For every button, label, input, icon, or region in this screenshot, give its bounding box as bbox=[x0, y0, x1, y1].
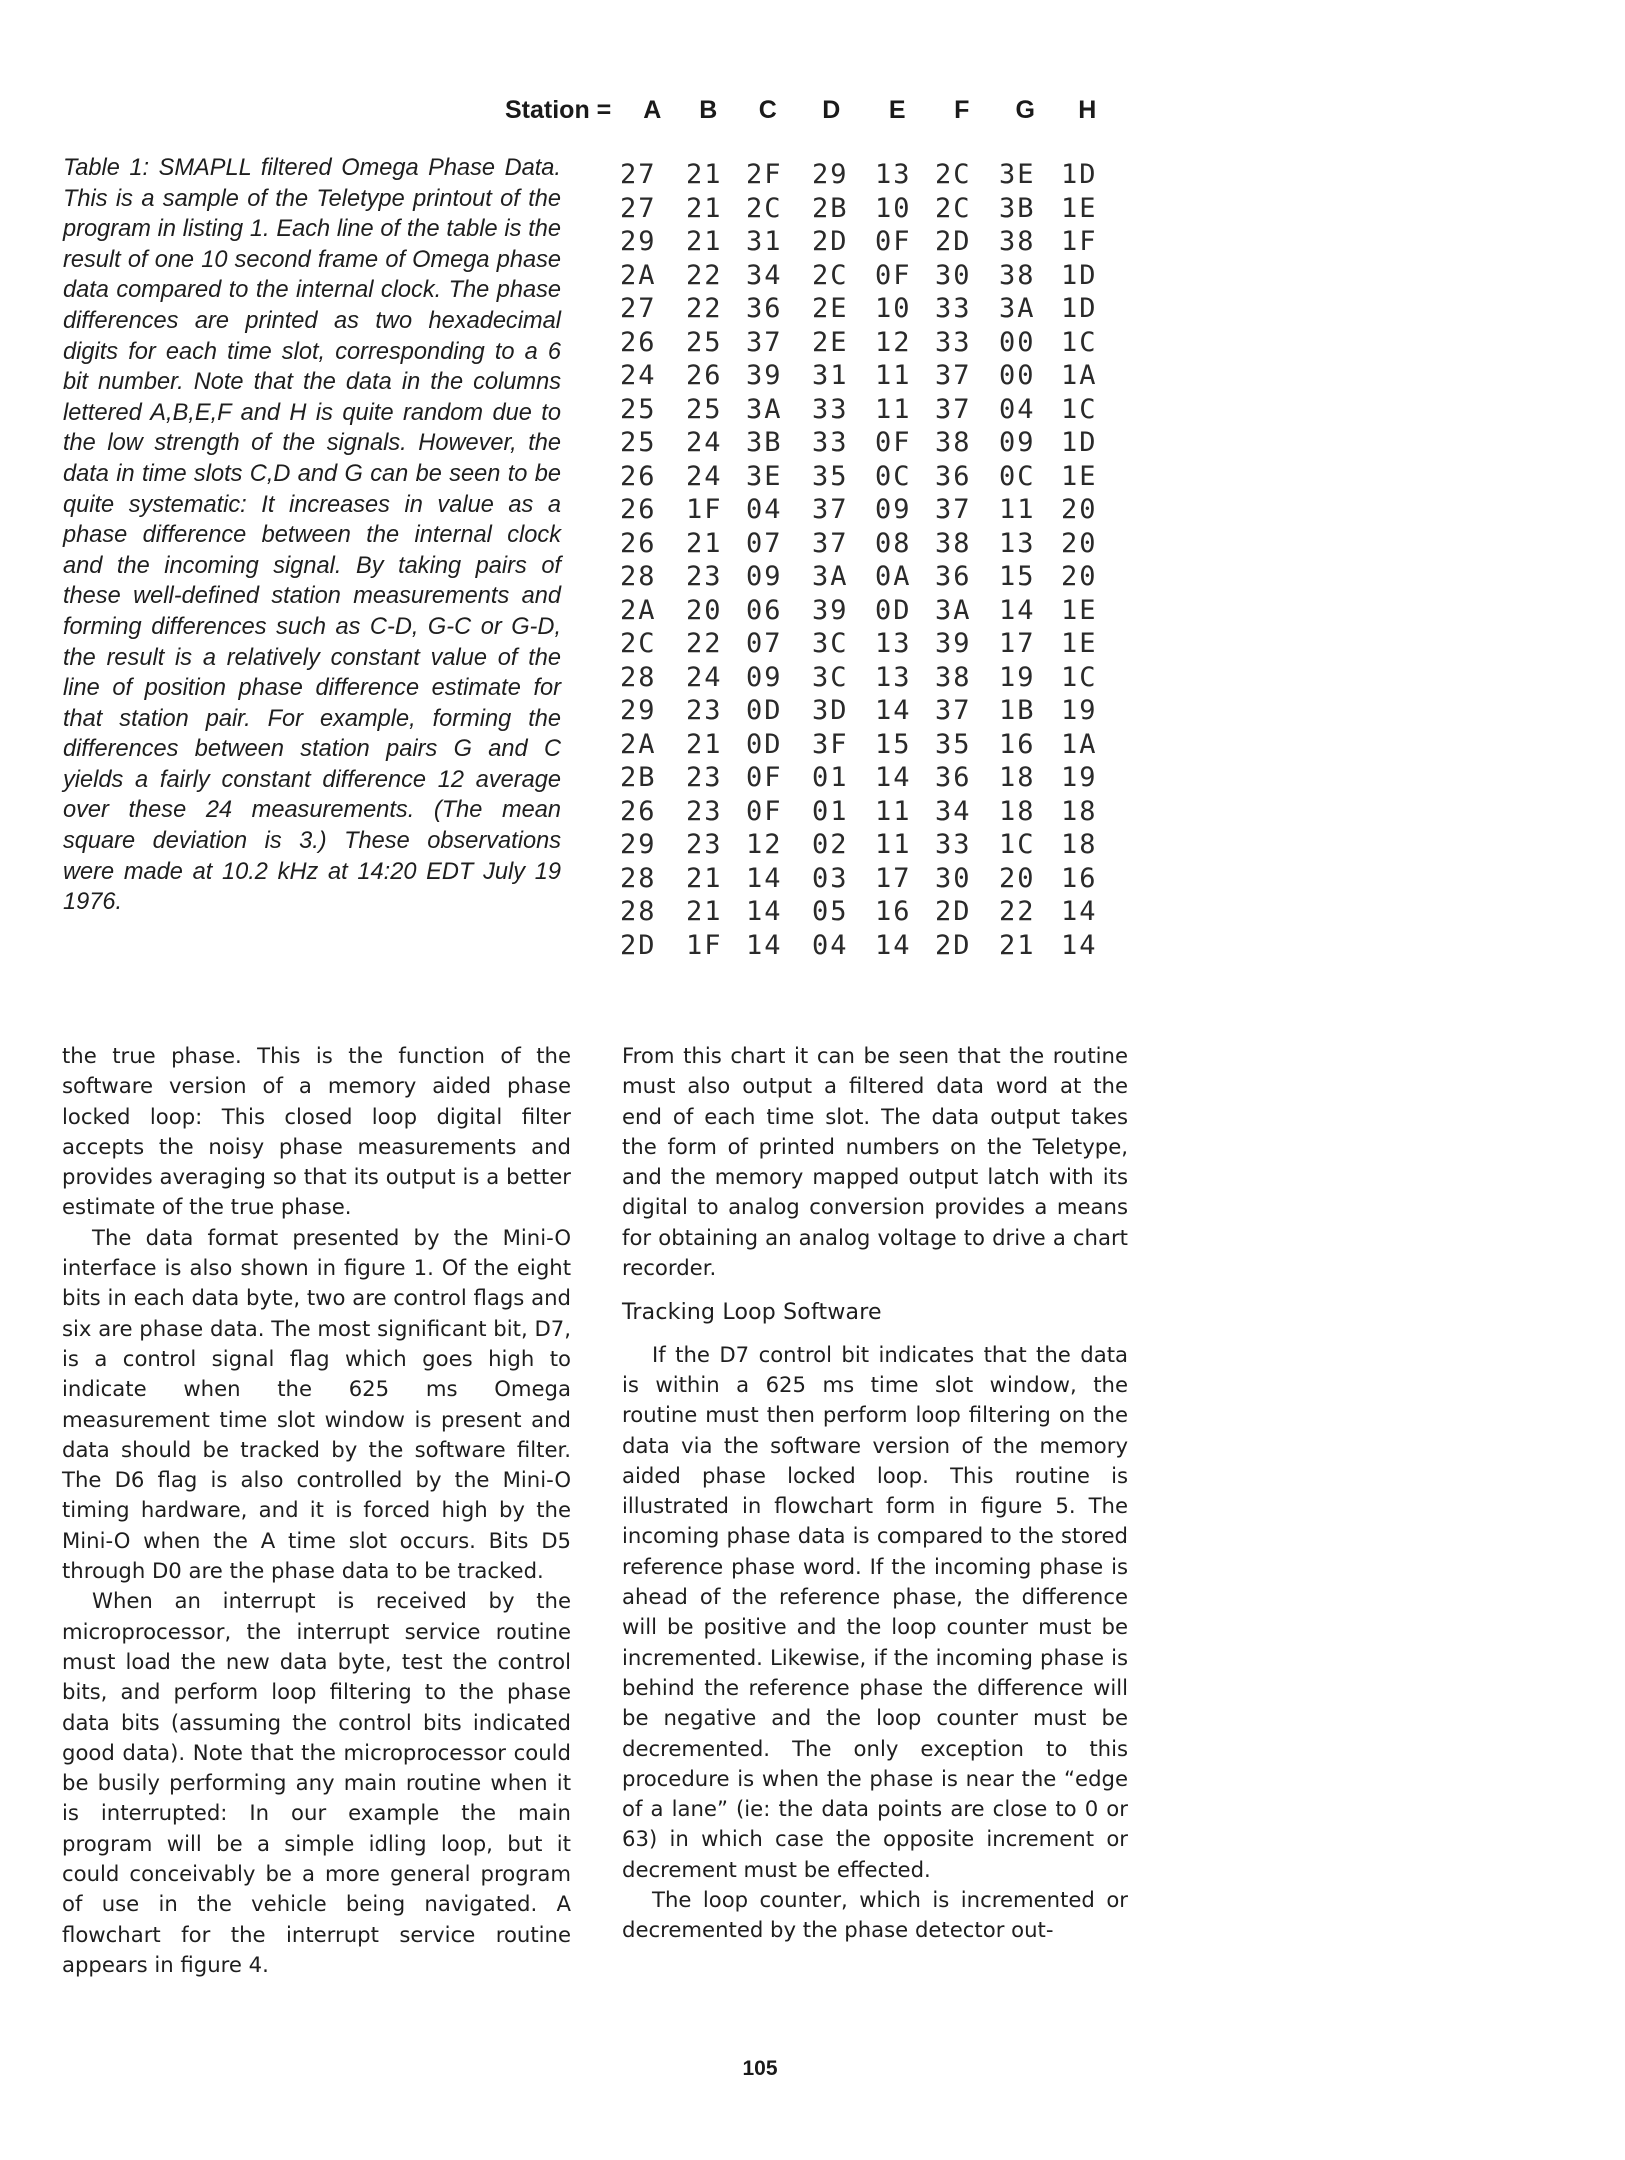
table-row bbox=[620, 560, 1111, 594]
table-cell: 35 bbox=[812, 460, 849, 492]
table-row bbox=[620, 828, 1111, 862]
table-cell: 16 bbox=[1061, 862, 1098, 894]
table-cell: 1B bbox=[999, 695, 1036, 726]
page-number: 105 bbox=[742, 2057, 778, 2080]
table-cell: 3F bbox=[812, 728, 849, 760]
table-cell: 24 bbox=[686, 460, 723, 492]
table-cell: 21 bbox=[686, 192, 723, 224]
table-cell: 13 bbox=[875, 661, 912, 693]
table-cell: 10 bbox=[875, 192, 912, 224]
table-cell: 2B bbox=[812, 192, 849, 224]
table-row bbox=[620, 292, 1111, 326]
table-cell: 36 bbox=[746, 293, 783, 324]
station-letter-h: H bbox=[1078, 96, 1097, 124]
table-cell: 3E bbox=[746, 460, 783, 492]
table-cell: 03 bbox=[812, 862, 849, 894]
table-cell: 3E bbox=[999, 159, 1036, 190]
table-cell: 0D bbox=[746, 695, 783, 726]
table-cell: 30 bbox=[935, 862, 972, 894]
table-cell: 38 bbox=[935, 427, 972, 458]
table-cell: 2A bbox=[620, 594, 657, 626]
table-cell: 29 bbox=[620, 226, 657, 257]
table-cell: 1E bbox=[1061, 594, 1098, 626]
table-cell: 2D bbox=[935, 896, 972, 927]
table-cell: 3A bbox=[746, 393, 783, 425]
table-cell: 21 bbox=[686, 728, 723, 760]
table-cell: 04 bbox=[746, 494, 783, 525]
table-cell: 1D bbox=[1061, 159, 1098, 190]
table-cell: 1C bbox=[999, 829, 1036, 860]
table-cell: 34 bbox=[746, 259, 783, 291]
table-cell: 21 bbox=[686, 527, 723, 559]
table-cell: 21 bbox=[686, 862, 723, 894]
table-row bbox=[620, 259, 1111, 293]
table-cell: 38 bbox=[999, 259, 1036, 291]
table-cell: 29 bbox=[620, 829, 657, 860]
table-cell: 3A bbox=[999, 293, 1036, 324]
table-row bbox=[620, 594, 1111, 628]
table-cell: 12 bbox=[746, 829, 783, 860]
table-cell: 09 bbox=[746, 661, 783, 693]
table-cell: 39 bbox=[935, 628, 972, 659]
table-cell: 23 bbox=[686, 829, 723, 860]
station-header-label: Station = bbox=[505, 96, 612, 124]
table-cell: 18 bbox=[999, 762, 1036, 793]
table-cell: 04 bbox=[812, 929, 849, 961]
table-cell: 1D bbox=[1061, 259, 1098, 291]
table-cell: 33 bbox=[812, 393, 849, 425]
table-cell: 0F bbox=[875, 226, 912, 257]
table-cell: 25 bbox=[620, 393, 657, 425]
table-cell: 33 bbox=[935, 326, 972, 358]
table-cell: 2B bbox=[620, 762, 657, 793]
table-cell: 22 bbox=[999, 896, 1036, 927]
table-cell: 1E bbox=[1061, 192, 1098, 224]
table-cell: 39 bbox=[746, 360, 783, 391]
body-column-right bbox=[622, 1041, 1128, 1946]
table-cell: 37 bbox=[935, 393, 972, 425]
table-cell: 28 bbox=[620, 862, 657, 894]
table-cell: 1F bbox=[686, 929, 723, 961]
table-cell: 14 bbox=[1061, 929, 1098, 961]
table-cell: 2C bbox=[935, 192, 972, 224]
table-cell: 00 bbox=[999, 326, 1036, 358]
table-cell: 01 bbox=[812, 762, 849, 793]
table-cell: 11 bbox=[875, 829, 912, 860]
table-cell: 3B bbox=[746, 427, 783, 458]
table-cell: 37 bbox=[812, 527, 849, 559]
table-cell: 16 bbox=[875, 896, 912, 927]
table-cell: 26 bbox=[620, 527, 657, 559]
table-cell: 24 bbox=[620, 360, 657, 391]
table-cell: 20 bbox=[999, 862, 1036, 894]
table-cell: 02 bbox=[812, 829, 849, 860]
table-cell: 1C bbox=[1061, 393, 1098, 425]
table-cell: 20 bbox=[1061, 494, 1098, 525]
paragraph: The data format presented by the Mini-O interface is also shown in figure 1. Of the eight bits in each data byte, two are control flags and six are phase data. The most significant bit, D7, is a control signal flag which goes high to indicate when the 625 ms Omega measurement time slot window is present and data should be tracked by the software filter. The D6 flag is also controlled by the Mini-O timing hardware, and it is forced high by the Mini-O when the A time slot occurs. Bits D5 through D0 are the phase data to be tracked. bbox=[62, 1224, 571, 1584]
table-cell: 22 bbox=[686, 259, 723, 291]
table-cell: 14 bbox=[875, 695, 912, 726]
table-cell: 07 bbox=[746, 527, 783, 559]
table-cell: 27 bbox=[620, 293, 657, 324]
paragraph: From this chart it can be seen that the routine must also output a filtered data word at the end of each time slot. The data output takes the form of printed numbers on the Teletype, and the memory mapped output latch with its digital to analog conversion provides a means for obtaining an analog voltage to drive a chart recorder. bbox=[622, 1043, 1128, 1281]
table-cell: 26 bbox=[620, 494, 657, 525]
table-cell: 3C bbox=[812, 628, 849, 659]
table-row bbox=[620, 192, 1111, 226]
table-cell: 01 bbox=[812, 795, 849, 827]
table-cell: 14 bbox=[746, 896, 783, 927]
table-cell: 14 bbox=[875, 762, 912, 793]
table-cell: 16 bbox=[999, 728, 1036, 760]
table-cell: 22 bbox=[686, 628, 723, 659]
table-cell: 1E bbox=[1061, 628, 1098, 659]
table-cell: 09 bbox=[746, 561, 783, 592]
table-cell: 10 bbox=[875, 293, 912, 324]
table-cell: 18 bbox=[1061, 795, 1098, 827]
table-row bbox=[620, 795, 1111, 829]
table-cell: 21 bbox=[999, 929, 1036, 961]
table-cell: 0F bbox=[746, 795, 783, 827]
table-cell: 04 bbox=[999, 393, 1036, 425]
table-cell: 2C bbox=[620, 628, 657, 659]
table-cell: 38 bbox=[999, 226, 1036, 257]
table-cell: 11 bbox=[875, 393, 912, 425]
table-row bbox=[620, 460, 1111, 494]
table-row bbox=[620, 393, 1111, 427]
table-cell: 27 bbox=[620, 192, 657, 224]
station-header bbox=[505, 96, 1117, 125]
table-cell: 17 bbox=[999, 628, 1036, 659]
table-cell: 13 bbox=[875, 159, 912, 190]
table-cell: 1E bbox=[1061, 460, 1098, 492]
table-cell: 23 bbox=[686, 695, 723, 726]
table-cell: 24 bbox=[686, 661, 723, 693]
paragraph: The loop counter, which is incremented or decremented by the phase detector out- bbox=[622, 1887, 1128, 1943]
table-cell: 38 bbox=[935, 661, 972, 693]
table-cell: 34 bbox=[935, 795, 972, 827]
table-cell: 1A bbox=[1061, 360, 1098, 391]
table-cell: 2F bbox=[746, 159, 783, 190]
table-cell: 39 bbox=[812, 594, 849, 626]
table-cell: 28 bbox=[620, 561, 657, 592]
table-cell: 3B bbox=[999, 192, 1036, 224]
table-cell: 1C bbox=[1061, 326, 1098, 358]
table-cell: 3C bbox=[812, 661, 849, 693]
table-cell: 29 bbox=[620, 695, 657, 726]
table-cell: 19 bbox=[999, 661, 1036, 693]
table-row bbox=[620, 661, 1111, 695]
paragraph: the true phase. This is the function of the software version of a memory aided phase locked loop: This closed loop digital filter accepts the noisy phase measurements and provides averaging so that its output is a better estimate of the true phase. bbox=[62, 1043, 571, 1220]
table-row bbox=[620, 694, 1111, 728]
table-cell: 20 bbox=[1061, 561, 1098, 592]
table-cell: 18 bbox=[1061, 829, 1098, 860]
table-cell: 25 bbox=[686, 393, 723, 425]
table-cell: 37 bbox=[812, 494, 849, 525]
table-cell: 1F bbox=[686, 494, 723, 525]
table-row bbox=[620, 326, 1111, 360]
table-cell: 36 bbox=[935, 762, 972, 793]
table-row bbox=[620, 426, 1111, 460]
table-cell: 35 bbox=[935, 728, 972, 760]
table-cell: 0C bbox=[875, 460, 912, 492]
table-row bbox=[620, 862, 1111, 896]
table-cell: 21 bbox=[686, 159, 723, 190]
table-row bbox=[620, 895, 1111, 929]
table-cell: 23 bbox=[686, 762, 723, 793]
table-cell: 1F bbox=[1061, 226, 1098, 257]
table-cell: 05 bbox=[812, 896, 849, 927]
table-cell: 20 bbox=[1061, 527, 1098, 559]
station-letter-f: F bbox=[954, 96, 970, 124]
table-cell: 18 bbox=[999, 795, 1036, 827]
table-cell: 2C bbox=[935, 159, 972, 190]
table-cell: 3D bbox=[812, 695, 849, 726]
table-cell: 17 bbox=[875, 862, 912, 894]
table-cell: 25 bbox=[620, 427, 657, 458]
station-letter-a: A bbox=[643, 96, 662, 124]
table-cell: 2D bbox=[620, 929, 657, 961]
table-cell: 15 bbox=[875, 728, 912, 760]
table-cell: 20 bbox=[686, 594, 723, 626]
table-row bbox=[620, 627, 1111, 661]
table-cell: 15 bbox=[999, 561, 1036, 592]
table-cell: 1A bbox=[1061, 728, 1098, 760]
table-cell: 09 bbox=[875, 494, 912, 525]
table-cell: 2D bbox=[935, 226, 972, 257]
table-cell: 2C bbox=[812, 259, 849, 291]
table-cell: 0F bbox=[746, 762, 783, 793]
table-cell: 33 bbox=[812, 427, 849, 458]
table-cell: 0D bbox=[746, 728, 783, 760]
table-row bbox=[620, 225, 1111, 259]
table-cell: 19 bbox=[1061, 762, 1098, 793]
table-cell: 2E bbox=[812, 326, 849, 358]
station-letter-e: E bbox=[888, 96, 906, 124]
table-cell: 1D bbox=[1061, 293, 1098, 324]
table-cell: 22 bbox=[686, 293, 723, 324]
table-cell: 28 bbox=[620, 896, 657, 927]
station-letter-d: D bbox=[822, 96, 841, 124]
table-cell: 08 bbox=[875, 527, 912, 559]
table-row bbox=[620, 158, 1111, 192]
table-cell: 09 bbox=[999, 427, 1036, 458]
station-letter-g: G bbox=[1015, 96, 1035, 124]
table-row bbox=[620, 359, 1111, 393]
table-cell: 3A bbox=[935, 594, 972, 626]
table-cell: 1D bbox=[1061, 427, 1098, 458]
station-letter-b: B bbox=[699, 96, 718, 124]
station-letter-c: C bbox=[758, 96, 777, 124]
table-cell: 31 bbox=[812, 360, 849, 391]
table-cell: 0F bbox=[875, 427, 912, 458]
table-cell: 11 bbox=[875, 795, 912, 827]
table-cell: 11 bbox=[999, 494, 1036, 525]
paragraph: If the D7 control bit indicates that the data is within a 625 ms time slot window, the routine must then perform loop filtering on the data via the software version of the memory aided phase locked loop. This routine is illustrated in flowchart form in figure 5. The incoming phase data is compared to the stored reference phase word. If the incoming phase is ahead of the reference phase, the difference will be positive and the loop counter must be incremented. Likewise, if the incoming phase is behind the reference phase the difference will be negative and the loop counter must be decremented. The only exception to this procedure is when the phase is near the “edge of a lane” (ie: the data points are close to 0 or 63) in which case the opposite increment or decrement must be effected. bbox=[622, 1341, 1128, 1882]
table-cell: 33 bbox=[935, 829, 972, 860]
table-cell: 0A bbox=[875, 561, 912, 592]
table-cell: 37 bbox=[935, 695, 972, 726]
table-cell: 26 bbox=[620, 460, 657, 492]
table-cell: 21 bbox=[686, 896, 723, 927]
table-cell: 0C bbox=[999, 460, 1036, 492]
paragraph: When an interrupt is received by the microprocessor, the interrupt service routine must load the new data byte, test the control bits, and perform loop filtering to the phase data bits (assuming the control bits indicated good data). Note that the microprocessor could be busily performing any main routine when it is interrupted: In our example the main program will be a simple idling loop, but it could conceivably be a more general program of use in the vehicle being navigated. A flowchart for the interrupt service routine appears in figure 4. bbox=[62, 1588, 571, 1977]
table-cell: 30 bbox=[935, 259, 972, 291]
table-cell: 2A bbox=[620, 728, 657, 760]
table-caption: Table 1: SMAPLL filtered Omega Phase Data. This is a sample of the Teletype printout of the program in listing 1. Each line of the table is the result of one 10 second frame of Omega phase data compared to the internal clock. The phase differences are printed as two hexadecimal digits for each time slot, corresponding to a 6 bit number. Note that the data in the columns lettered A,B,E,F and H is quite random due to the low strength of the signals. However, the data in time slots C,D and G can be seen to be quite systematic: It increases in value as a phase difference between the internal clock and the incoming signal. By taking pairs of these well-defined station measurements and forming differences such as C-D, G-C or G-D, the result is a relatively constant value of the line of position phase difference estimate for that station pair. For example, forming the differences between station pairs G and C yields a fairly constant difference 12 average over these 24 measurements. (The mean square deviation is 3.) These observations were made at 10.2 kHz at 14:20 EDT July 19 1976. bbox=[63, 155, 561, 916]
table-cell: 2E bbox=[812, 293, 849, 324]
table-cell: 23 bbox=[686, 561, 723, 592]
table-cell: 23 bbox=[686, 795, 723, 827]
table-cell: 0F bbox=[875, 259, 912, 291]
table-cell: 24 bbox=[686, 427, 723, 458]
table-cell: 11 bbox=[875, 360, 912, 391]
table-cell: 27 bbox=[620, 159, 657, 190]
table-row bbox=[620, 527, 1111, 561]
table-cell: 14 bbox=[1061, 896, 1098, 927]
table-cell: 31 bbox=[746, 226, 783, 257]
table-cell: 29 bbox=[812, 159, 849, 190]
section-heading: Tracking Loop Software bbox=[622, 1300, 882, 1326]
table-cell: 37 bbox=[746, 326, 783, 358]
table-cell: 26 bbox=[620, 795, 657, 827]
table-cell: 36 bbox=[935, 561, 972, 592]
table-cell: 12 bbox=[875, 326, 912, 358]
table-row bbox=[620, 728, 1111, 762]
table-cell: 1C bbox=[1061, 661, 1098, 693]
table-row bbox=[620, 761, 1111, 795]
table-cell: 37 bbox=[935, 360, 972, 391]
table-cell: 26 bbox=[686, 360, 723, 391]
table-cell: 2C bbox=[746, 192, 783, 224]
table-cell: 13 bbox=[875, 628, 912, 659]
table-cell: 2D bbox=[812, 226, 849, 257]
table-cell: 13 bbox=[999, 527, 1036, 559]
table-cell: 2D bbox=[935, 929, 972, 961]
table-cell: 21 bbox=[686, 226, 723, 257]
table-cell: 38 bbox=[935, 527, 972, 559]
table-row bbox=[620, 929, 1111, 963]
phase-data-table bbox=[620, 158, 1111, 962]
table-cell: 0D bbox=[875, 594, 912, 626]
table-cell: 14 bbox=[999, 594, 1036, 626]
table-cell: 14 bbox=[746, 862, 783, 894]
table-cell: 28 bbox=[620, 661, 657, 693]
table-cell: 00 bbox=[999, 360, 1036, 391]
table-cell: 07 bbox=[746, 628, 783, 659]
body-column-left bbox=[62, 1041, 571, 1980]
table-cell: 33 bbox=[935, 293, 972, 324]
table-cell: 36 bbox=[935, 460, 972, 492]
table-cell: 06 bbox=[746, 594, 783, 626]
table-row bbox=[620, 493, 1111, 527]
table-cell: 3A bbox=[812, 561, 849, 592]
table-cell: 19 bbox=[1061, 695, 1098, 726]
table-cell: 14 bbox=[875, 929, 912, 961]
table-cell: 26 bbox=[620, 326, 657, 358]
table-cell: 37 bbox=[935, 494, 972, 525]
table-cell: 2A bbox=[620, 259, 657, 291]
table-cell: 25 bbox=[686, 326, 723, 358]
table-cell: 14 bbox=[746, 929, 783, 961]
